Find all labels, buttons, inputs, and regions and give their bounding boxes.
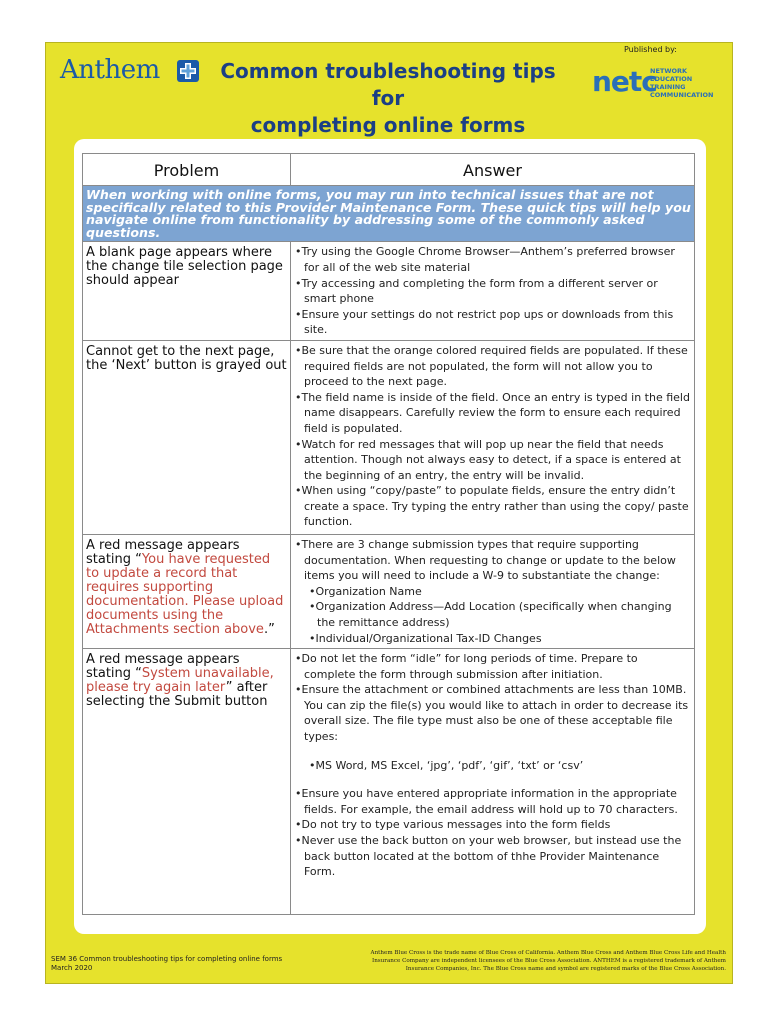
netc-tagline-line: TRAINING [650,83,686,91]
footer-document-info [51,955,282,973]
table-row [83,242,695,341]
blue-cross-shield-icon [177,60,199,82]
answer-cell [291,649,695,915]
answer-item: •Never use the back button on your web browser, but instead use the back button located at the bottom of thhe Provider Maintenance Form. [295,834,682,879]
title-line-2: completing online forms [250,113,526,137]
anthem-logo: Anthem [60,55,160,85]
footer-doc-date: March 2020 [51,964,93,972]
answer-item: •Ensure you have entered appropriate information in the appropriate fields. For example, the email address will hold up to 70 characters. [295,787,678,816]
table-row [83,340,695,534]
table-header-row [83,154,695,186]
answer-sub-item: •Organization Address—Add Location (specifically when changing the remittance address) [309,600,672,629]
problem-cell: Cannot get to the next page, the ‘Next’ button is grayed out [83,340,291,534]
error-message-text: You have requested to update a record that requires supporting documentation. Please upload documents using the Attachments section above [86,551,284,637]
table-row [83,534,695,648]
page-title [202,58,574,139]
title-line-1: Common troubleshooting tips for [220,59,556,110]
answer-item: •Ensure your settings do not restrict pop ups or downloads from this site. [295,307,674,337]
answer-column-header: Answer [291,154,695,186]
published-by-label: Published by: [624,45,677,54]
answer-item: •Be sure that the orange colored required fields are populated. If these required fields are not populated, the form will not allow you to proceed to the next page. [295,343,688,389]
footer-doc-title: SEM 36 Common troubleshooting tips for completing online forms [51,955,283,963]
answer-item: •There are 3 change submission types that require supporting documentation. When requesting to change or update to the below items you will need to include a W-9 to substantiate the change: [295,537,676,583]
answer-item: •Do not try to type various messages into the form fields [295,818,611,832]
problem-column-header: Problem [83,154,291,186]
answer-sub-item: •Organization Name [309,584,422,598]
problem-text: A red message appears stating “ [86,537,240,567]
answer-sub-item: •Individual/Organizational Tax-ID Changes [309,631,542,645]
answer-item: •Try accessing and completing the form from a different server or smart phone [295,276,658,306]
answer-item: •Do not let the form “idle” for long periods of time. Prepare to complete the form through submission after initiation. [295,652,638,681]
answer-cell [291,534,695,648]
footer-legal-disclaimer: Anthem Blue Cross is the trade name of Blue Cross of California. Anthem Blue Cross and Anthem Blue Cross Life and Health Insurance Company are independent licensees of the Blue Cross Association. ANTHEM is a registered trademark of Anthem Insurance Companies, Inc. The Blue Cross name and symbol are registered marks of the Blue Cross Association. [370,950,726,972]
answer-cell [291,340,695,534]
problem-text: .” [263,621,275,637]
intro-text: When working with online forms, you may run into technical issues that are not specifically related to this Provider Maintenance Form. These quick tips will help you navigate online from functionality by addressing some of the commonly asked questions. [83,186,695,242]
answer-item: •When using “copy/paste” to populate fields, ensure the entry didn’t create a space. Try typing the entry rather than using the copy/ paste function. [295,484,689,529]
page-background [45,42,733,984]
problem-text: A red message appears stating “ [86,652,240,682]
answer-item: •Watch for red messages that will pop up near the field that needs attention. Though not always easy to detect, if a space is entered at the beginning of an entry, the entry will be invalid. [295,437,681,482]
netc-logo: netc [592,65,657,98]
answer-cell [291,242,695,341]
netc-tagline-line: COMMUNICATION [650,91,714,99]
answer-item: •The field name is inside of the field. Once an entry is typed in the field name disappears. Carefully review the form to ensure each required field is populated. [295,390,690,435]
problem-cell [83,534,291,648]
netc-tagline-line: NETWORK [650,67,688,75]
netc-tagline [650,67,713,99]
intro-row [83,186,695,242]
troubleshooting-table [82,153,695,915]
table-row [83,649,695,915]
answer-item: •Try using the Google Chrome Browser—Anthem’s preferred browser for all of the web site material [295,245,675,274]
problem-cell: A blank page appears where the change tile selection page should appear [83,242,291,341]
file-types-item: •MS Word, MS Excel, ‘jpg’, ‘pdf’, ‘gif’, ‘txt’ or ‘csv’ [309,758,584,772]
answer-item: •Ensure the attachment or combined attachments are less than 10MB. You can zip the file(s) you would like to attach in order to decrease its overall size. The file type must also be one of these acceptable file types: [295,683,689,744]
netc-tagline-line: EDUCATION [650,75,693,83]
error-message-text: System unavailable, please try again later [86,666,274,696]
problem-text: ” after selecting the Submit button [86,680,268,710]
problem-cell [83,649,291,915]
